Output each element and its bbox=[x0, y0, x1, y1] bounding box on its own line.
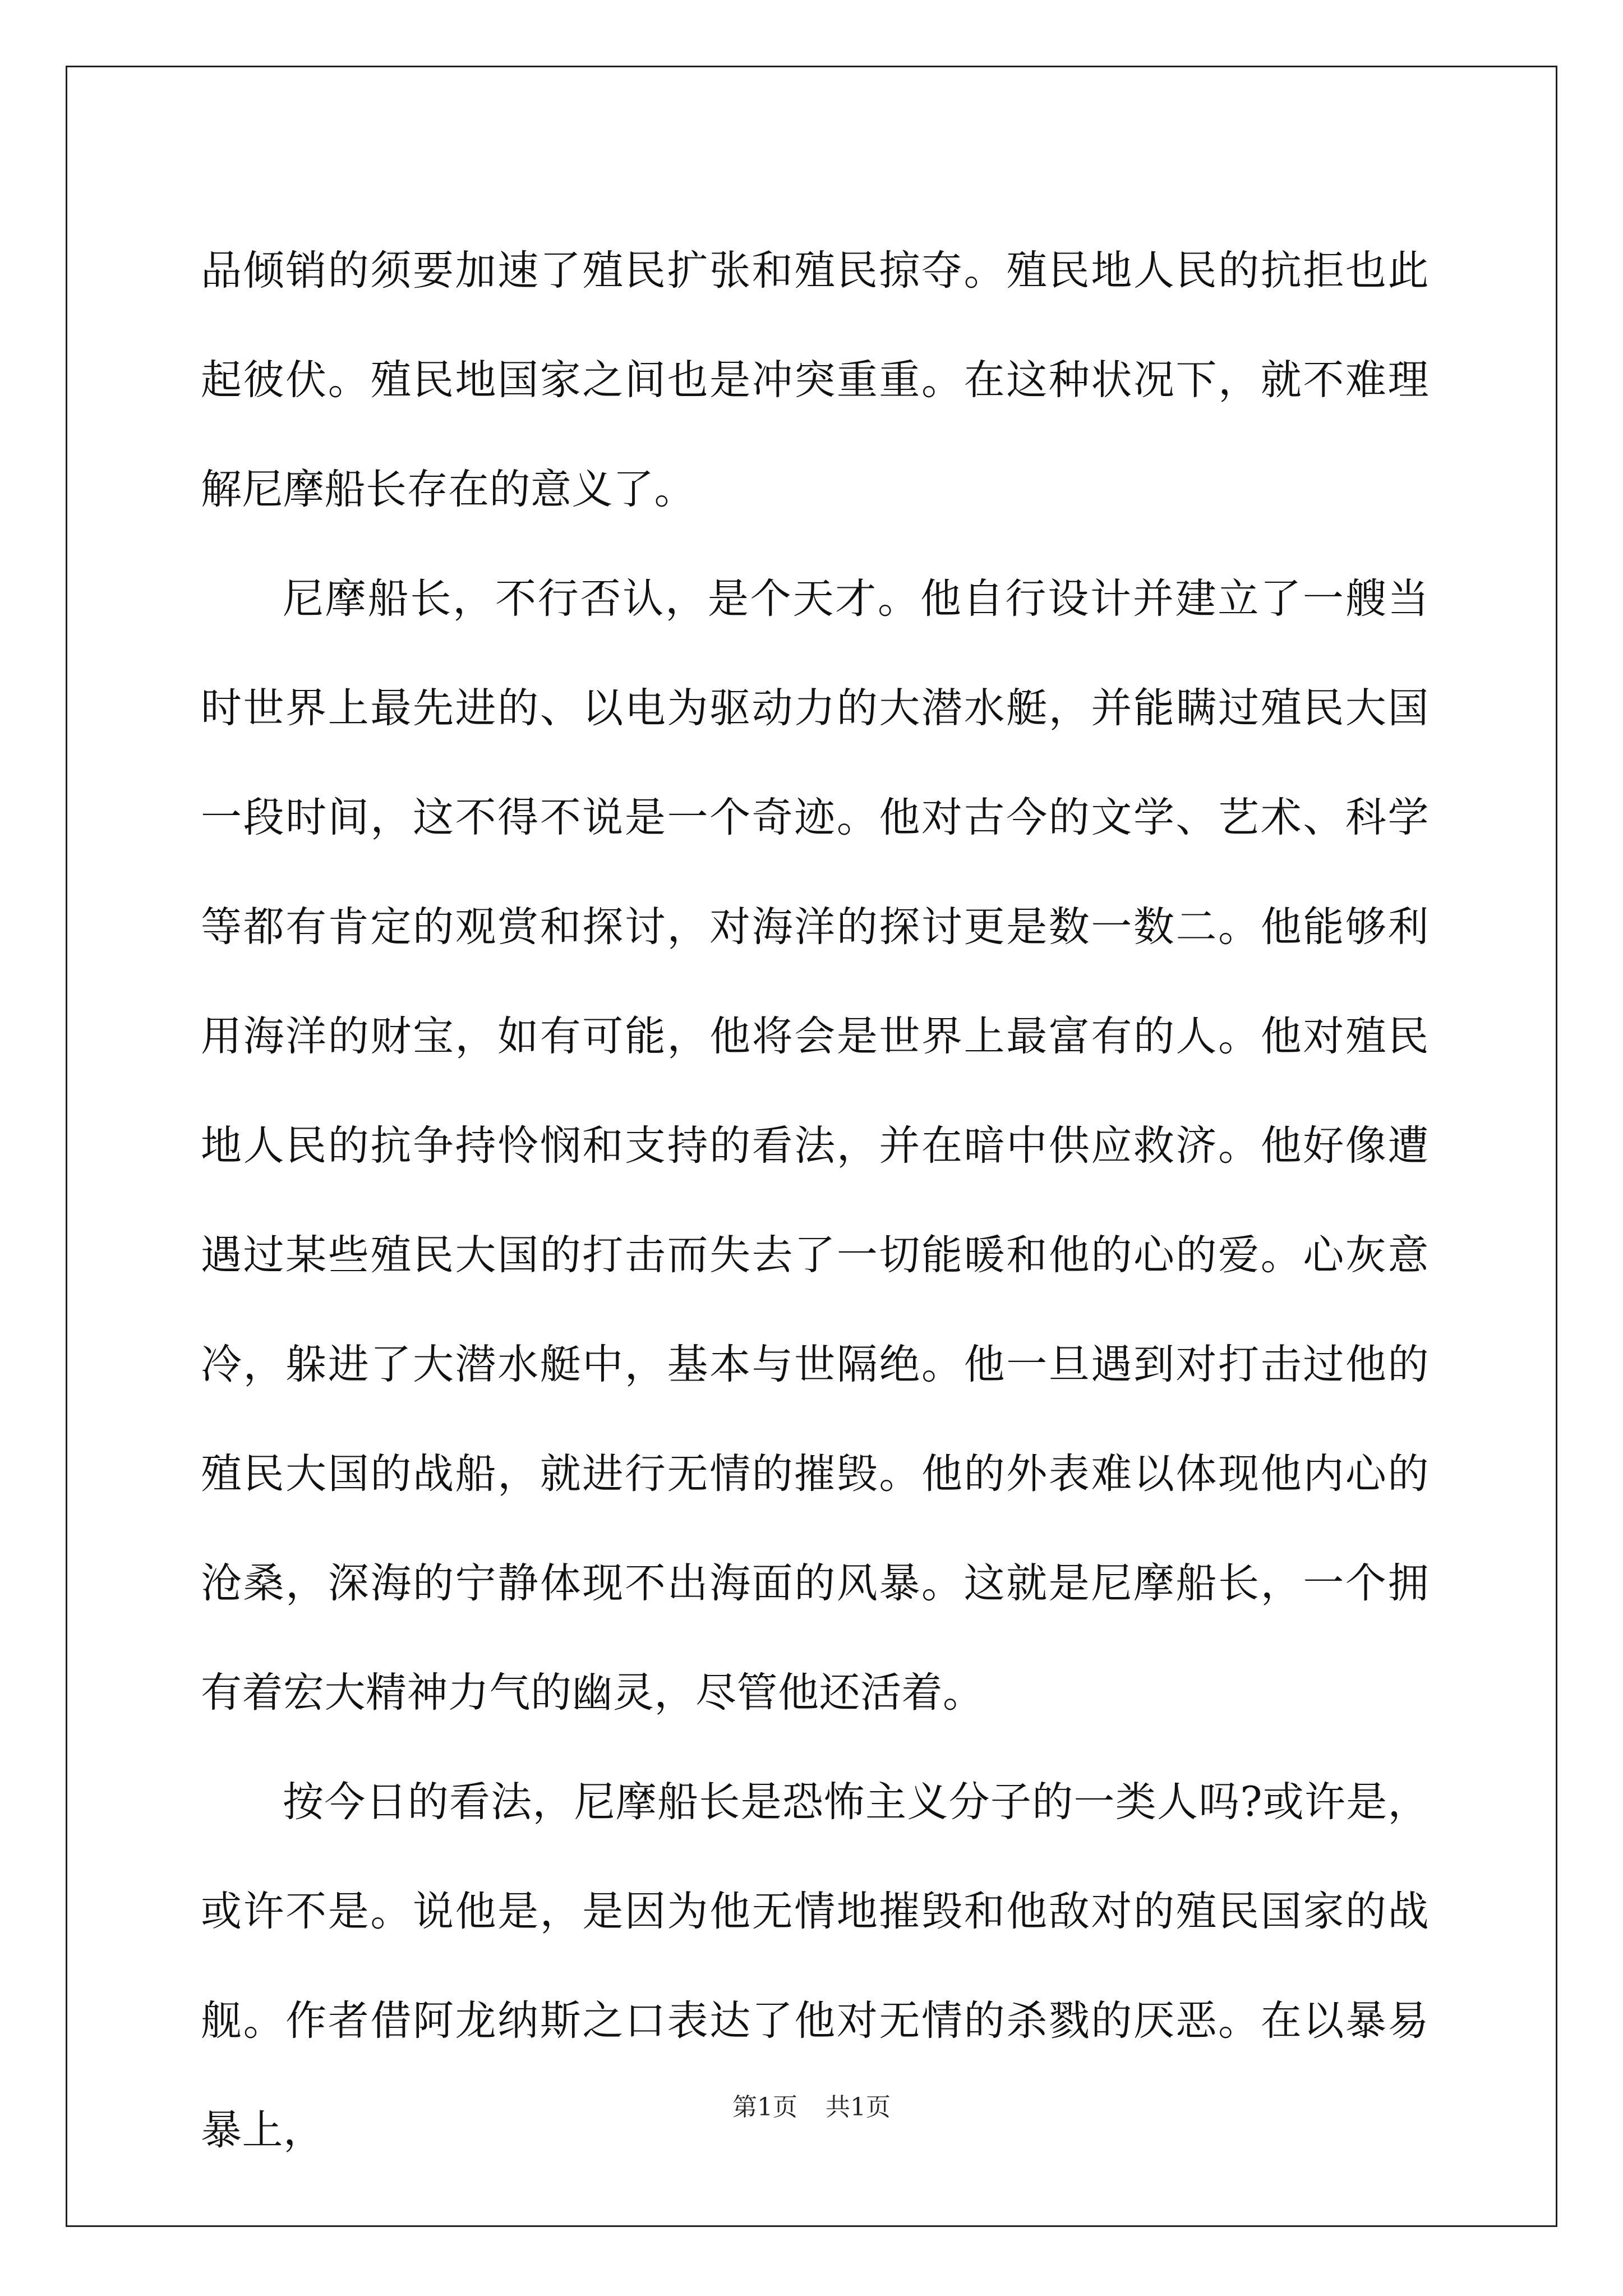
paragraph-2: 尼摩船长，不行否认，是个天才。他自行设计并建立了一艘当时世界上最先进的、以电为驱动力的大潜水艇，并能瞒过殖民大国一段时间，这不得不说是一个奇迹。他对古今的文学、艺术、科学等都有肯定的观赏和探讨，对海洋的探讨更是数一数二。他能够利用海洋的财宝，如有可能，他将会是世界上最富有的人。他对殖民地人民的抗争持怜悯和支持的看法，并在暗中供应救济。他好像遭遇过某些殖民大国的打击而失去了一切能暖和他的心的爱。心灰意冷，躲进了大潜水艇中，基本与世隔绝。他一旦遇到对打击过他的殖民大国的战船，就进行无情的摧毁。他的外表难以体现他内心的沧桑，深海的宁静体现不出海面的风暴。这就是尼摩船长，一个拥有着宏大精神力气的幽灵，尽管他还活着。 bbox=[201, 575, 1429, 1717]
page-footer bbox=[0, 2087, 1623, 2123]
paragraph-3: 按今日的看法，尼摩船长是恐怖主义分子的一类人吗?或许是，或许不是。说他是，是因为他无情地摧毁和他敌对的殖民国家的战舰。作者借阿龙纳斯之口表达了他对无情的杀戮的厌恶。在以暴易暴上， bbox=[201, 1778, 1429, 2154]
paragraph-1: 品倾销的须要加速了殖民扩张和殖民掠夺。殖民地人民的抗拒也此起彼伏。殖民地国家之间也是冲突重重。在这种状况下，就不难理解尼摩船长存在的意义了。 bbox=[201, 247, 1429, 513]
page-total: 共1页 bbox=[826, 2093, 891, 2122]
document-body bbox=[201, 216, 1429, 2185]
page-number: 第1页 bbox=[732, 2093, 797, 2122]
